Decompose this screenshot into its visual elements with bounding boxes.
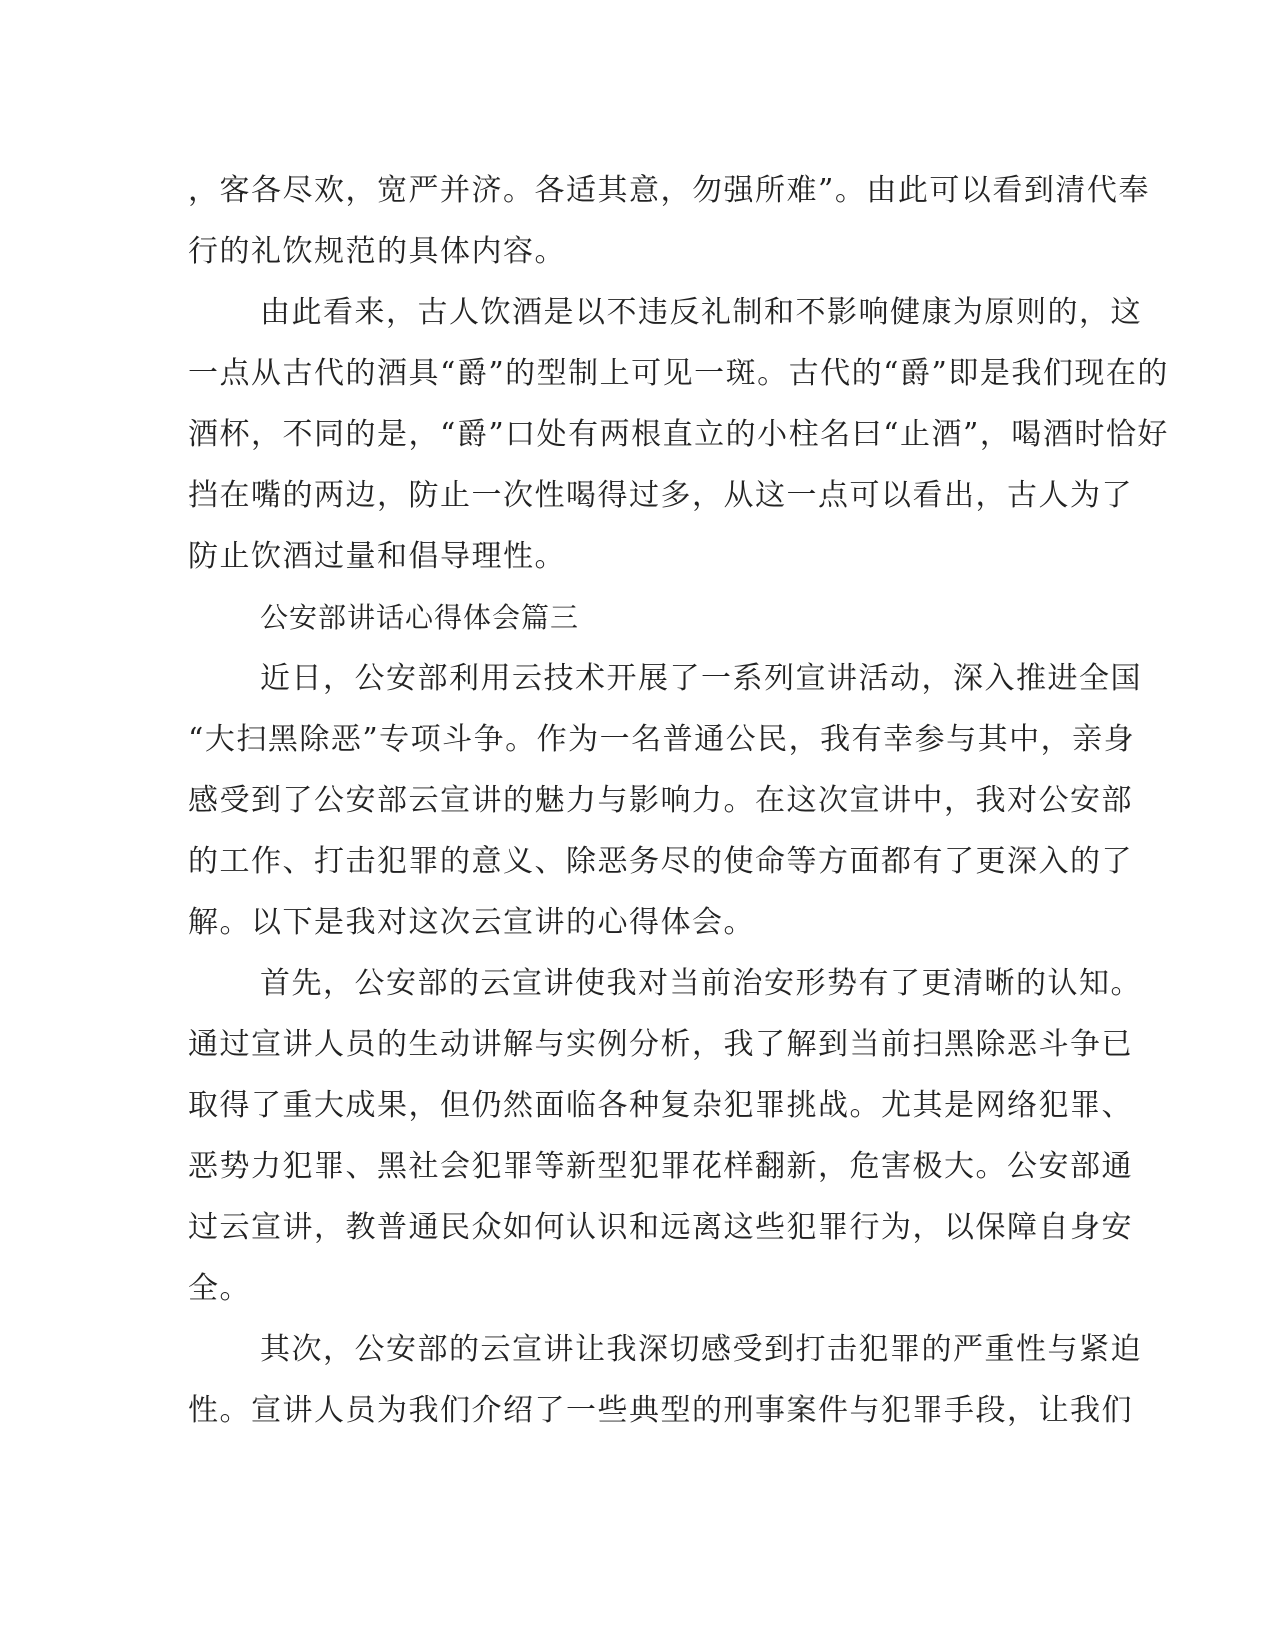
- paragraph-start-line: 首先，公安部的云宣讲使我对当前治安形势有了更清晰的认知。: [260, 966, 1142, 1001]
- paragraph-start-line: 其次，公安部的云宣讲让我深切感受到打击犯罪的严重性与紧迫: [260, 1332, 1142, 1367]
- paragraph-start-line: 由此看来，古人饮酒是以不违反礼制和不影响健康为原则的，这: [260, 295, 1142, 330]
- text-line: 性。宣讲人员为我们介绍了一些典型的刑事案件与犯罪手段，让我们: [188, 1393, 1133, 1428]
- text-line: 酒杯，不同的是，“爵”口处有两根直立的小柱名曰“止酒”，喝酒时恰好: [188, 417, 1169, 452]
- text-line: 一点从古代的酒具“爵”的型制上可见一斑。古代的“爵”即是我们现在的: [188, 356, 1169, 391]
- text-line: 全。: [188, 1271, 251, 1306]
- text-line: ，客各尽欢，宽严并济。各适其意，勿强所难”。由此可以看到清代奉: [188, 173, 1150, 208]
- text-line: 的工作、打击犯罪的意义、除恶务尽的使命等方面都有了更深入的了: [188, 844, 1133, 879]
- text-line: “大扫黑除恶”专项斗争。作为一名普通公民，我有幸参与其中，亲身: [188, 722, 1136, 757]
- text-line: 恶势力犯罪、黑社会犯罪等新型犯罪花样翻新，危害极大。公安部通: [188, 1149, 1133, 1184]
- text-line: 感受到了公安部云宣讲的魅力与影响力。在这次宣讲中，我对公安部: [188, 783, 1133, 818]
- paragraph-start-line: 近日，公安部利用云技术开展了一系列宣讲活动，深入推进全国: [260, 661, 1142, 696]
- text-line: 取得了重大成果，但仍然面临各种复杂犯罪挑战。尤其是网络犯罪、: [188, 1088, 1133, 1123]
- document-body: [188, 160, 1169, 1441]
- text-line: 解。以下是我对这次云宣讲的心得体会。: [188, 905, 755, 940]
- text-line: 过云宣讲，教普通民众如何认识和远离这些犯罪行为，以保障自身安: [188, 1210, 1133, 1245]
- text-line: 防止饮酒过量和倡导理性。: [188, 539, 566, 574]
- text-line: 挡在嘴的两边，防止一次性喝得过多，从这一点可以看出，古人为了: [188, 478, 1133, 513]
- text-line: 行的礼饮规范的具体内容。: [188, 234, 566, 269]
- text-line: 通过宣讲人员的生动讲解与实例分析，我了解到当前扫黑除恶斗争已: [188, 1027, 1133, 1062]
- section-heading: 公安部讲话心得体会篇三: [260, 601, 580, 634]
